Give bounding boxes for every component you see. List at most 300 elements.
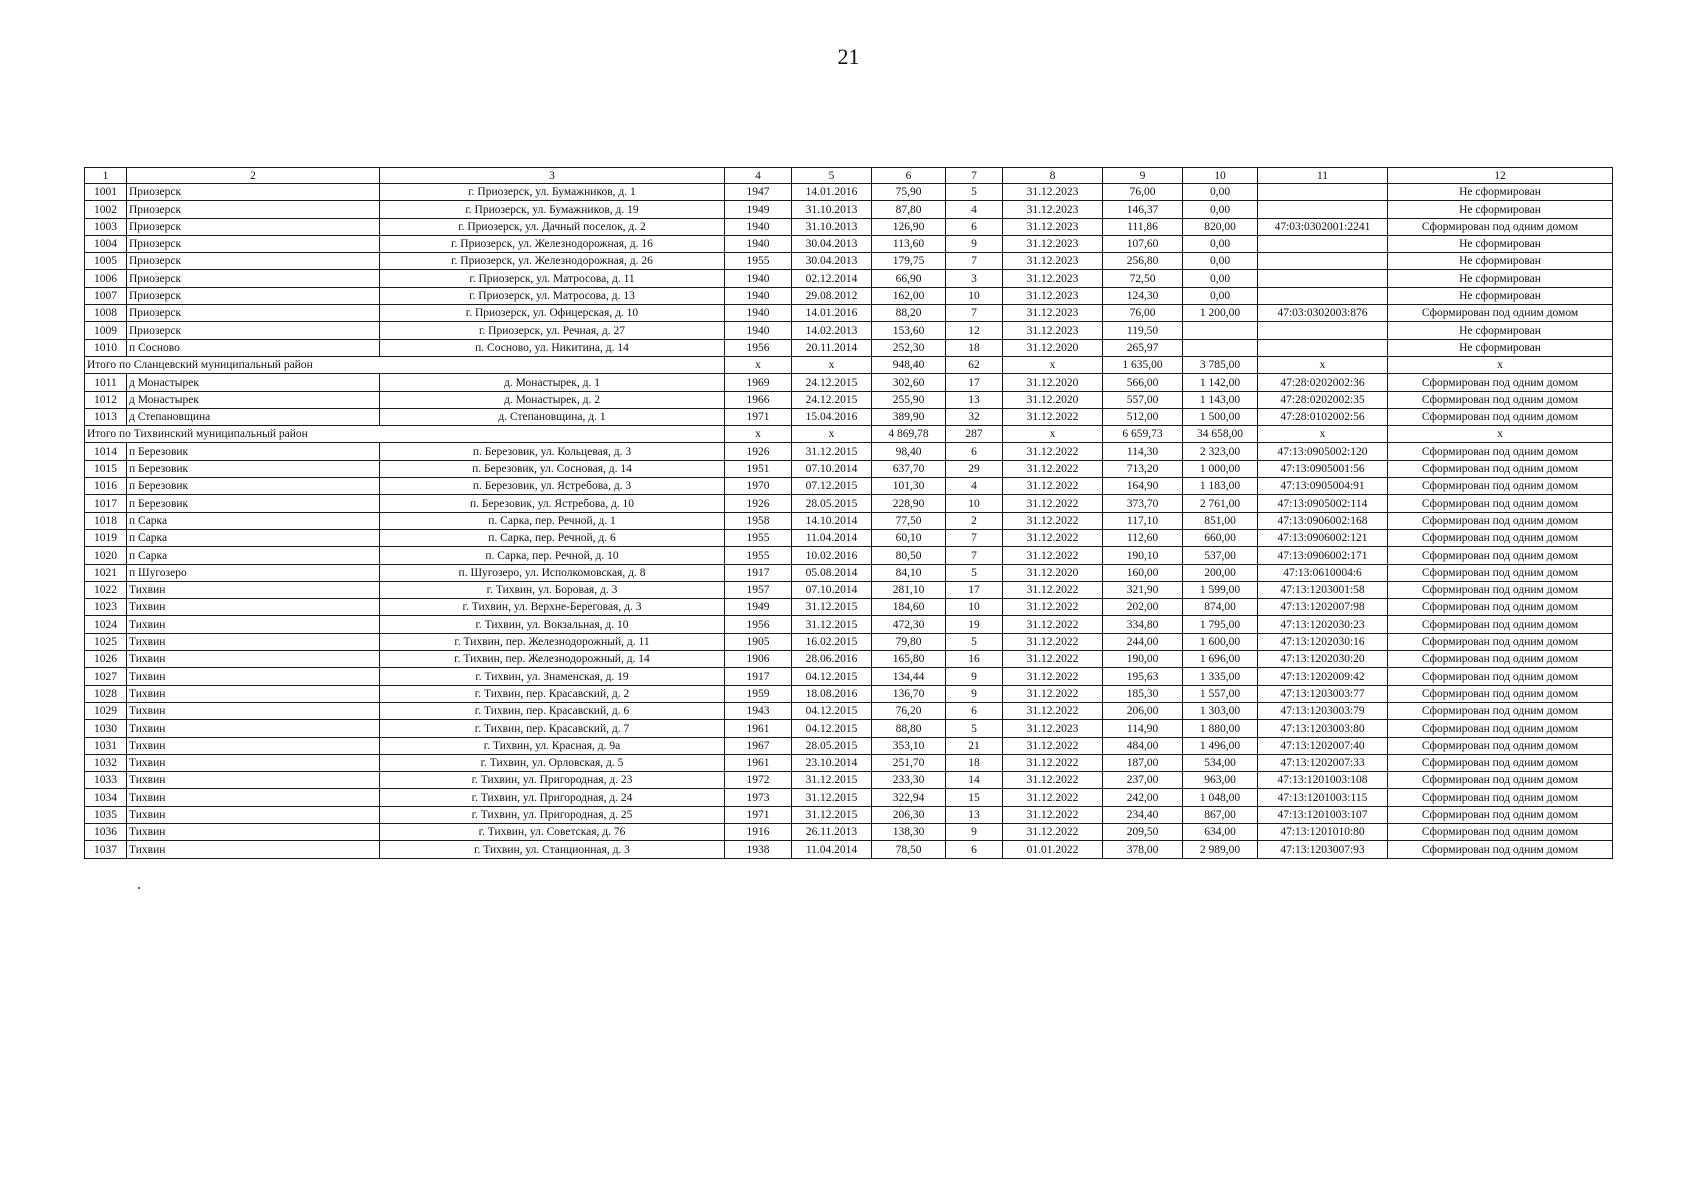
status-cell: Сформирован под одним домом [1388,772,1613,789]
address-cell: г. Тихвин, ул. Советская, д. 76 [380,823,725,840]
table-row [85,478,1613,495]
address-cell: г. Тихвин, пер. Красавский, д. 7 [380,720,725,737]
status-cell: Сформирован под одним домом [1388,529,1613,546]
date-cell: x [792,356,872,373]
housing-registry-table [84,167,1613,859]
date-cell: 14.01.2016 [792,184,872,201]
sum-cell: 1 600,00 [1183,633,1258,650]
count-cell: 16 [946,651,1003,668]
deadline-cell: 31.12.2023 [1003,218,1103,235]
column-header: 8 [1003,168,1103,184]
area-cell: 281,10 [872,581,946,598]
date-cell: 18.08.2016 [792,685,872,702]
area2-cell: 111,86 [1103,218,1183,235]
address-cell: г. Тихвин, ул. Вокзальная, д. 10 [380,616,725,633]
count-cell: 9 [946,668,1003,685]
area-cell: 60,10 [872,529,946,546]
area2-cell: 114,30 [1103,443,1183,460]
sum-cell: 34 658,00 [1183,426,1258,443]
year-cell: 1940 [725,322,792,339]
count-cell: 6 [946,443,1003,460]
column-header: 6 [872,168,946,184]
row-number-cell: 1022 [85,581,127,598]
cadastral-number-cell: 47:28:0202002:35 [1258,391,1388,408]
deadline-cell: 31.12.2022 [1003,737,1103,754]
deadline-cell: 31.12.2020 [1003,391,1103,408]
status-cell: Сформирован под одним домом [1388,685,1613,702]
area2-cell: 713,20 [1103,460,1183,477]
sum-cell: 0,00 [1183,253,1258,270]
area-cell: 389,90 [872,408,946,425]
sum-cell: 1 048,00 [1183,789,1258,806]
table-row [85,374,1613,391]
year-cell: 1905 [725,633,792,650]
date-cell: 15.04.2016 [792,408,872,425]
column-number-row [85,168,1613,184]
status-cell: Не сформирован [1388,270,1613,287]
status-cell: Сформирован под одним домом [1388,668,1613,685]
date-cell: 10.02.2016 [792,547,872,564]
settlement-cell: Приозерск [127,218,380,235]
settlement-cell: Тихвин [127,772,380,789]
address-cell: г. Тихвин, пер. Железнодорожный, д. 14 [380,651,725,668]
year-cell: x [725,426,792,443]
area2-cell: 234,40 [1103,806,1183,823]
settlement-cell: Приозерск [127,305,380,322]
cadastral-number-cell [1258,270,1388,287]
table-row [85,754,1613,771]
address-cell: г. Тихвин, ул. Верхне-Береговая, д. 3 [380,599,725,616]
sum-cell: 200,00 [1183,564,1258,581]
sum-cell: 1 143,00 [1183,391,1258,408]
count-cell: 6 [946,702,1003,719]
area2-cell: 160,00 [1103,564,1183,581]
address-cell: п. Березовик, ул. Сосновая, д. 14 [380,460,725,477]
deadline-cell: 31.12.2022 [1003,806,1103,823]
date-cell: 07.10.2014 [792,581,872,598]
cadastral-number-cell: 47:13:1202007:98 [1258,599,1388,616]
status-cell: Сформирован под одним домом [1388,823,1613,840]
deadline-cell: 01.01.2022 [1003,841,1103,858]
address-cell: г. Приозерск, ул. Дачный поселок, д. 2 [380,218,725,235]
settlement-cell: Тихвин [127,651,380,668]
row-number-cell: 1030 [85,720,127,737]
settlement-cell: Тихвин [127,754,380,771]
count-cell: 9 [946,235,1003,252]
column-header: 3 [380,168,725,184]
address-cell: г. Приозерск, ул. Матросова, д. 11 [380,270,725,287]
column-header: 7 [946,168,1003,184]
cadastral-number-cell: 47:13:1203003:80 [1258,720,1388,737]
table-row [85,737,1613,754]
deadline-cell: 31.12.2022 [1003,754,1103,771]
address-cell: г. Тихвин, пер. Железнодорожный, д. 11 [380,633,725,650]
table-row [85,270,1613,287]
date-cell: 16.02.2015 [792,633,872,650]
sum-cell: 1 303,00 [1183,702,1258,719]
status-cell: Сформирован под одним домом [1388,495,1613,512]
table-row [85,668,1613,685]
row-number-cell: 1036 [85,823,127,840]
year-cell: 1940 [725,270,792,287]
count-cell: 18 [946,754,1003,771]
deadline-cell: 31.12.2022 [1003,408,1103,425]
sum-cell: 963,00 [1183,772,1258,789]
area2-cell: 76,00 [1103,184,1183,201]
count-cell: 10 [946,495,1003,512]
year-cell: 1906 [725,651,792,668]
year-cell: 1917 [725,564,792,581]
status-cell: Сформирован под одним домом [1388,616,1613,633]
cadastral-number-cell: 47:13:1202009:42 [1258,668,1388,685]
area-cell: 153,60 [872,322,946,339]
area2-cell: 512,00 [1103,408,1183,425]
deadline-cell: 31.12.2022 [1003,702,1103,719]
cadastral-number-cell [1258,235,1388,252]
column-header: 2 [127,168,380,184]
cadastral-number-cell: 47:13:1203007:93 [1258,841,1388,858]
cadastral-number-cell: 47:13:1203003:79 [1258,702,1388,719]
area-cell: 66,90 [872,270,946,287]
date-cell: 07.10.2014 [792,460,872,477]
year-cell: 1957 [725,581,792,598]
status-cell: Сформирован под одним домом [1388,512,1613,529]
deadline-cell: 31.12.2022 [1003,460,1103,477]
status-cell: Сформирован под одним домом [1388,702,1613,719]
sum-cell: 534,00 [1183,754,1258,771]
year-cell: 1926 [725,495,792,512]
cadastral-number-cell: 47:28:0102002:56 [1258,408,1388,425]
area2-cell: 72,50 [1103,270,1183,287]
area2-cell: 256,80 [1103,253,1183,270]
area2-cell: 124,30 [1103,287,1183,304]
date-cell: 14.01.2016 [792,305,872,322]
status-cell: Не сформирован [1388,287,1613,304]
row-number-cell: 1010 [85,339,127,356]
deadline-cell: 31.12.2022 [1003,478,1103,495]
sum-cell: 3 785,00 [1183,356,1258,373]
table-row [85,235,1613,252]
count-cell: 13 [946,391,1003,408]
deadline-cell: 31.12.2023 [1003,322,1103,339]
settlement-cell: Тихвин [127,599,380,616]
settlement-cell: Тихвин [127,685,380,702]
year-cell: 1959 [725,685,792,702]
address-cell: г. Тихвин, ул. Боровая, д. 3 [380,581,725,598]
status-cell: Сформирован под одним домом [1388,737,1613,754]
deadline-cell: 31.12.2022 [1003,789,1103,806]
sum-cell: 1 795,00 [1183,616,1258,633]
deadline-cell: 31.12.2022 [1003,651,1103,668]
sum-cell: 1 500,00 [1183,408,1258,425]
status-cell: Сформирован под одним домом [1388,599,1613,616]
address-cell: г. Тихвин, ул. Станционная, д. 3 [380,841,725,858]
deadline-cell: 31.12.2022 [1003,633,1103,650]
address-cell: г. Тихвин, пер. Красавский, д. 6 [380,702,725,719]
area-cell: 4 869,78 [872,426,946,443]
settlement-cell: п Шугозеро [127,564,380,581]
count-cell: 9 [946,685,1003,702]
status-cell: Сформирован под одним домом [1388,806,1613,823]
table-row [85,547,1613,564]
deadline-cell: 31.12.2022 [1003,547,1103,564]
count-cell: 19 [946,616,1003,633]
date-cell: 11.04.2014 [792,529,872,546]
table-row [85,564,1613,581]
date-cell: 31.12.2015 [792,443,872,460]
year-cell: 1926 [725,443,792,460]
year-cell: 1947 [725,184,792,201]
status-cell: Сформирован под одним домом [1388,408,1613,425]
status-cell: Не сформирован [1388,201,1613,218]
date-cell: 28.06.2016 [792,651,872,668]
column-header: 10 [1183,168,1258,184]
status-cell: Сформирован под одним домом [1388,443,1613,460]
cadastral-number-cell: 47:28:0202002:36 [1258,374,1388,391]
table-row [85,772,1613,789]
date-cell: 14.02.2013 [792,322,872,339]
row-number-cell: 1012 [85,391,127,408]
sum-cell: 537,00 [1183,547,1258,564]
sum-cell: 1 335,00 [1183,668,1258,685]
stray-mark [138,887,140,889]
area-cell: 75,90 [872,184,946,201]
sum-cell: 820,00 [1183,218,1258,235]
year-cell: 1949 [725,201,792,218]
row-number-cell: 1025 [85,633,127,650]
year-cell: 1972 [725,772,792,789]
settlement-cell: Приозерск [127,322,380,339]
status-cell: x [1388,426,1613,443]
table-row [85,443,1613,460]
count-cell: 32 [946,408,1003,425]
row-number-cell: 1011 [85,374,127,391]
row-number-cell: 1033 [85,772,127,789]
date-cell: 31.12.2015 [792,599,872,616]
count-cell: 14 [946,772,1003,789]
table-row [85,460,1613,477]
date-cell: 04.12.2015 [792,668,872,685]
area-cell: 179,75 [872,253,946,270]
status-cell: Сформирован под одним домом [1388,391,1613,408]
row-number-cell: 1021 [85,564,127,581]
area2-cell: 557,00 [1103,391,1183,408]
area2-cell: 164,90 [1103,478,1183,495]
date-cell: 23.10.2014 [792,754,872,771]
area-cell: 252,30 [872,339,946,356]
settlement-cell: п Сарка [127,512,380,529]
settlement-cell: п Березовик [127,495,380,512]
area2-cell: 195,63 [1103,668,1183,685]
count-cell: 21 [946,737,1003,754]
settlement-cell: п Березовик [127,478,380,495]
table-row [85,322,1613,339]
area-cell: 126,90 [872,218,946,235]
table-row [85,512,1613,529]
settlement-cell: Тихвин [127,841,380,858]
deadline-cell: 31.12.2022 [1003,772,1103,789]
column-header: 9 [1103,168,1183,184]
area-cell: 98,40 [872,443,946,460]
date-cell: 31.12.2015 [792,772,872,789]
date-cell: 31.12.2015 [792,616,872,633]
area2-cell: 566,00 [1103,374,1183,391]
date-cell: 20.11.2014 [792,339,872,356]
sum-cell [1183,339,1258,356]
cadastral-number-cell: 47:13:1201003:115 [1258,789,1388,806]
area-cell: 84,10 [872,564,946,581]
row-number-cell: 1017 [85,495,127,512]
area2-cell: 242,00 [1103,789,1183,806]
year-cell: 1940 [725,305,792,322]
area2-cell: 244,00 [1103,633,1183,650]
area-cell: 637,70 [872,460,946,477]
deadline-cell: 31.12.2022 [1003,581,1103,598]
date-cell: 26.11.2013 [792,823,872,840]
cadastral-number-cell: 47:13:1202007:33 [1258,754,1388,771]
area-cell: 251,70 [872,754,946,771]
year-cell: 1967 [725,737,792,754]
status-cell: Не сформирован [1388,339,1613,356]
table-row [85,651,1613,668]
sum-cell: 874,00 [1183,599,1258,616]
status-cell: Сформирован под одним домом [1388,305,1613,322]
area-cell: 322,94 [872,789,946,806]
row-number-cell: 1007 [85,287,127,304]
year-cell: 1958 [725,512,792,529]
row-number-cell: 1016 [85,478,127,495]
table-row [85,823,1613,840]
year-cell: 1955 [725,253,792,270]
settlement-cell: п Березовик [127,443,380,460]
cadastral-number-cell: 47:13:0905004:91 [1258,478,1388,495]
year-cell: 1916 [725,823,792,840]
address-cell: г. Тихвин, ул. Пригородная, д. 25 [380,806,725,823]
settlement-cell: д Степановщина [127,408,380,425]
cadastral-number-cell: 47:13:0610004:6 [1258,564,1388,581]
area2-cell: 202,00 [1103,599,1183,616]
area2-cell: 1 635,00 [1103,356,1183,373]
count-cell: 6 [946,218,1003,235]
year-cell: 1966 [725,391,792,408]
year-cell: 1917 [725,668,792,685]
deadline-cell: 31.12.2022 [1003,495,1103,512]
sum-cell: 0,00 [1183,235,1258,252]
column-header: 11 [1258,168,1388,184]
settlement-cell: п Сарка [127,529,380,546]
row-number-cell: 1035 [85,806,127,823]
date-cell: 07.12.2015 [792,478,872,495]
count-cell: 7 [946,305,1003,322]
date-cell: 31.10.2013 [792,201,872,218]
deadline-cell: 31.12.2020 [1003,339,1103,356]
deadline-cell: 31.12.2022 [1003,616,1103,633]
sum-cell: 1 557,00 [1183,685,1258,702]
area2-cell: 119,50 [1103,322,1183,339]
row-number-cell: 1006 [85,270,127,287]
address-cell: г. Тихвин, пер. Красавский, д. 2 [380,685,725,702]
area2-cell: 185,30 [1103,685,1183,702]
sum-cell: 0,00 [1183,270,1258,287]
year-cell: 1969 [725,374,792,391]
count-cell: 5 [946,720,1003,737]
count-cell: 13 [946,806,1003,823]
deadline-cell: 31.12.2022 [1003,443,1103,460]
count-cell: 5 [946,633,1003,650]
address-cell: п. Березовик, ул. Кольцевая, д. 3 [380,443,725,460]
settlement-cell: Тихвин [127,616,380,633]
cadastral-number-cell: 47:13:1203003:77 [1258,685,1388,702]
count-cell: 6 [946,841,1003,858]
settlement-cell: п Сосново [127,339,380,356]
year-cell: 1938 [725,841,792,858]
settlement-cell: п Сарка [127,547,380,564]
row-number-cell: 1003 [85,218,127,235]
area2-cell: 190,10 [1103,547,1183,564]
count-cell: 18 [946,339,1003,356]
settlement-cell: Тихвин [127,581,380,598]
deadline-cell: 31.12.2022 [1003,529,1103,546]
area-cell: 78,50 [872,841,946,858]
row-number-cell: 1027 [85,668,127,685]
settlement-cell: Приозерск [127,270,380,287]
address-cell: г. Тихвин, ул. Знаменская, д. 19 [380,668,725,685]
table-row [85,495,1613,512]
sum-cell: 0,00 [1183,184,1258,201]
cadastral-number-cell: 47:13:1203001:58 [1258,581,1388,598]
deadline-cell: 31.12.2022 [1003,823,1103,840]
cadastral-number-cell [1258,253,1388,270]
sum-cell [1183,322,1258,339]
address-cell: г. Приозерск, ул. Бумажников, д. 19 [380,201,725,218]
area2-cell: 206,00 [1103,702,1183,719]
table-row [85,702,1613,719]
settlement-cell: Тихвин [127,806,380,823]
cadastral-number-cell [1258,339,1388,356]
cadastral-number-cell: 47:13:1201003:107 [1258,806,1388,823]
column-header: 12 [1388,168,1613,184]
settlement-cell: Тихвин [127,633,380,650]
deadline-cell: 31.12.2020 [1003,374,1103,391]
area2-cell: 187,00 [1103,754,1183,771]
table-row [85,806,1613,823]
deadline-cell: 31.12.2023 [1003,184,1103,201]
area-cell: 233,30 [872,772,946,789]
year-cell: 1971 [725,806,792,823]
area2-cell: 76,00 [1103,305,1183,322]
year-cell: 1970 [725,478,792,495]
table-row [85,253,1613,270]
date-cell: 14.10.2014 [792,512,872,529]
area-cell: 472,30 [872,616,946,633]
table-row [85,789,1613,806]
column-header: 5 [792,168,872,184]
settlement-cell: Тихвин [127,789,380,806]
address-cell: г. Приозерск, ул. Офицерская, д. 10 [380,305,725,322]
row-number-cell: 1034 [85,789,127,806]
area2-cell: 6 659,73 [1103,426,1183,443]
year-cell: 1940 [725,287,792,304]
date-cell: 04.12.2015 [792,720,872,737]
status-cell: Сформирован под одним домом [1388,633,1613,650]
area2-cell: 117,10 [1103,512,1183,529]
status-cell: Сформирован под одним домом [1388,564,1613,581]
settlement-cell: Тихвин [127,702,380,719]
area2-cell: 190,00 [1103,651,1183,668]
deadline-cell: x [1003,426,1103,443]
column-header: 4 [725,168,792,184]
row-number-cell: 1032 [85,754,127,771]
